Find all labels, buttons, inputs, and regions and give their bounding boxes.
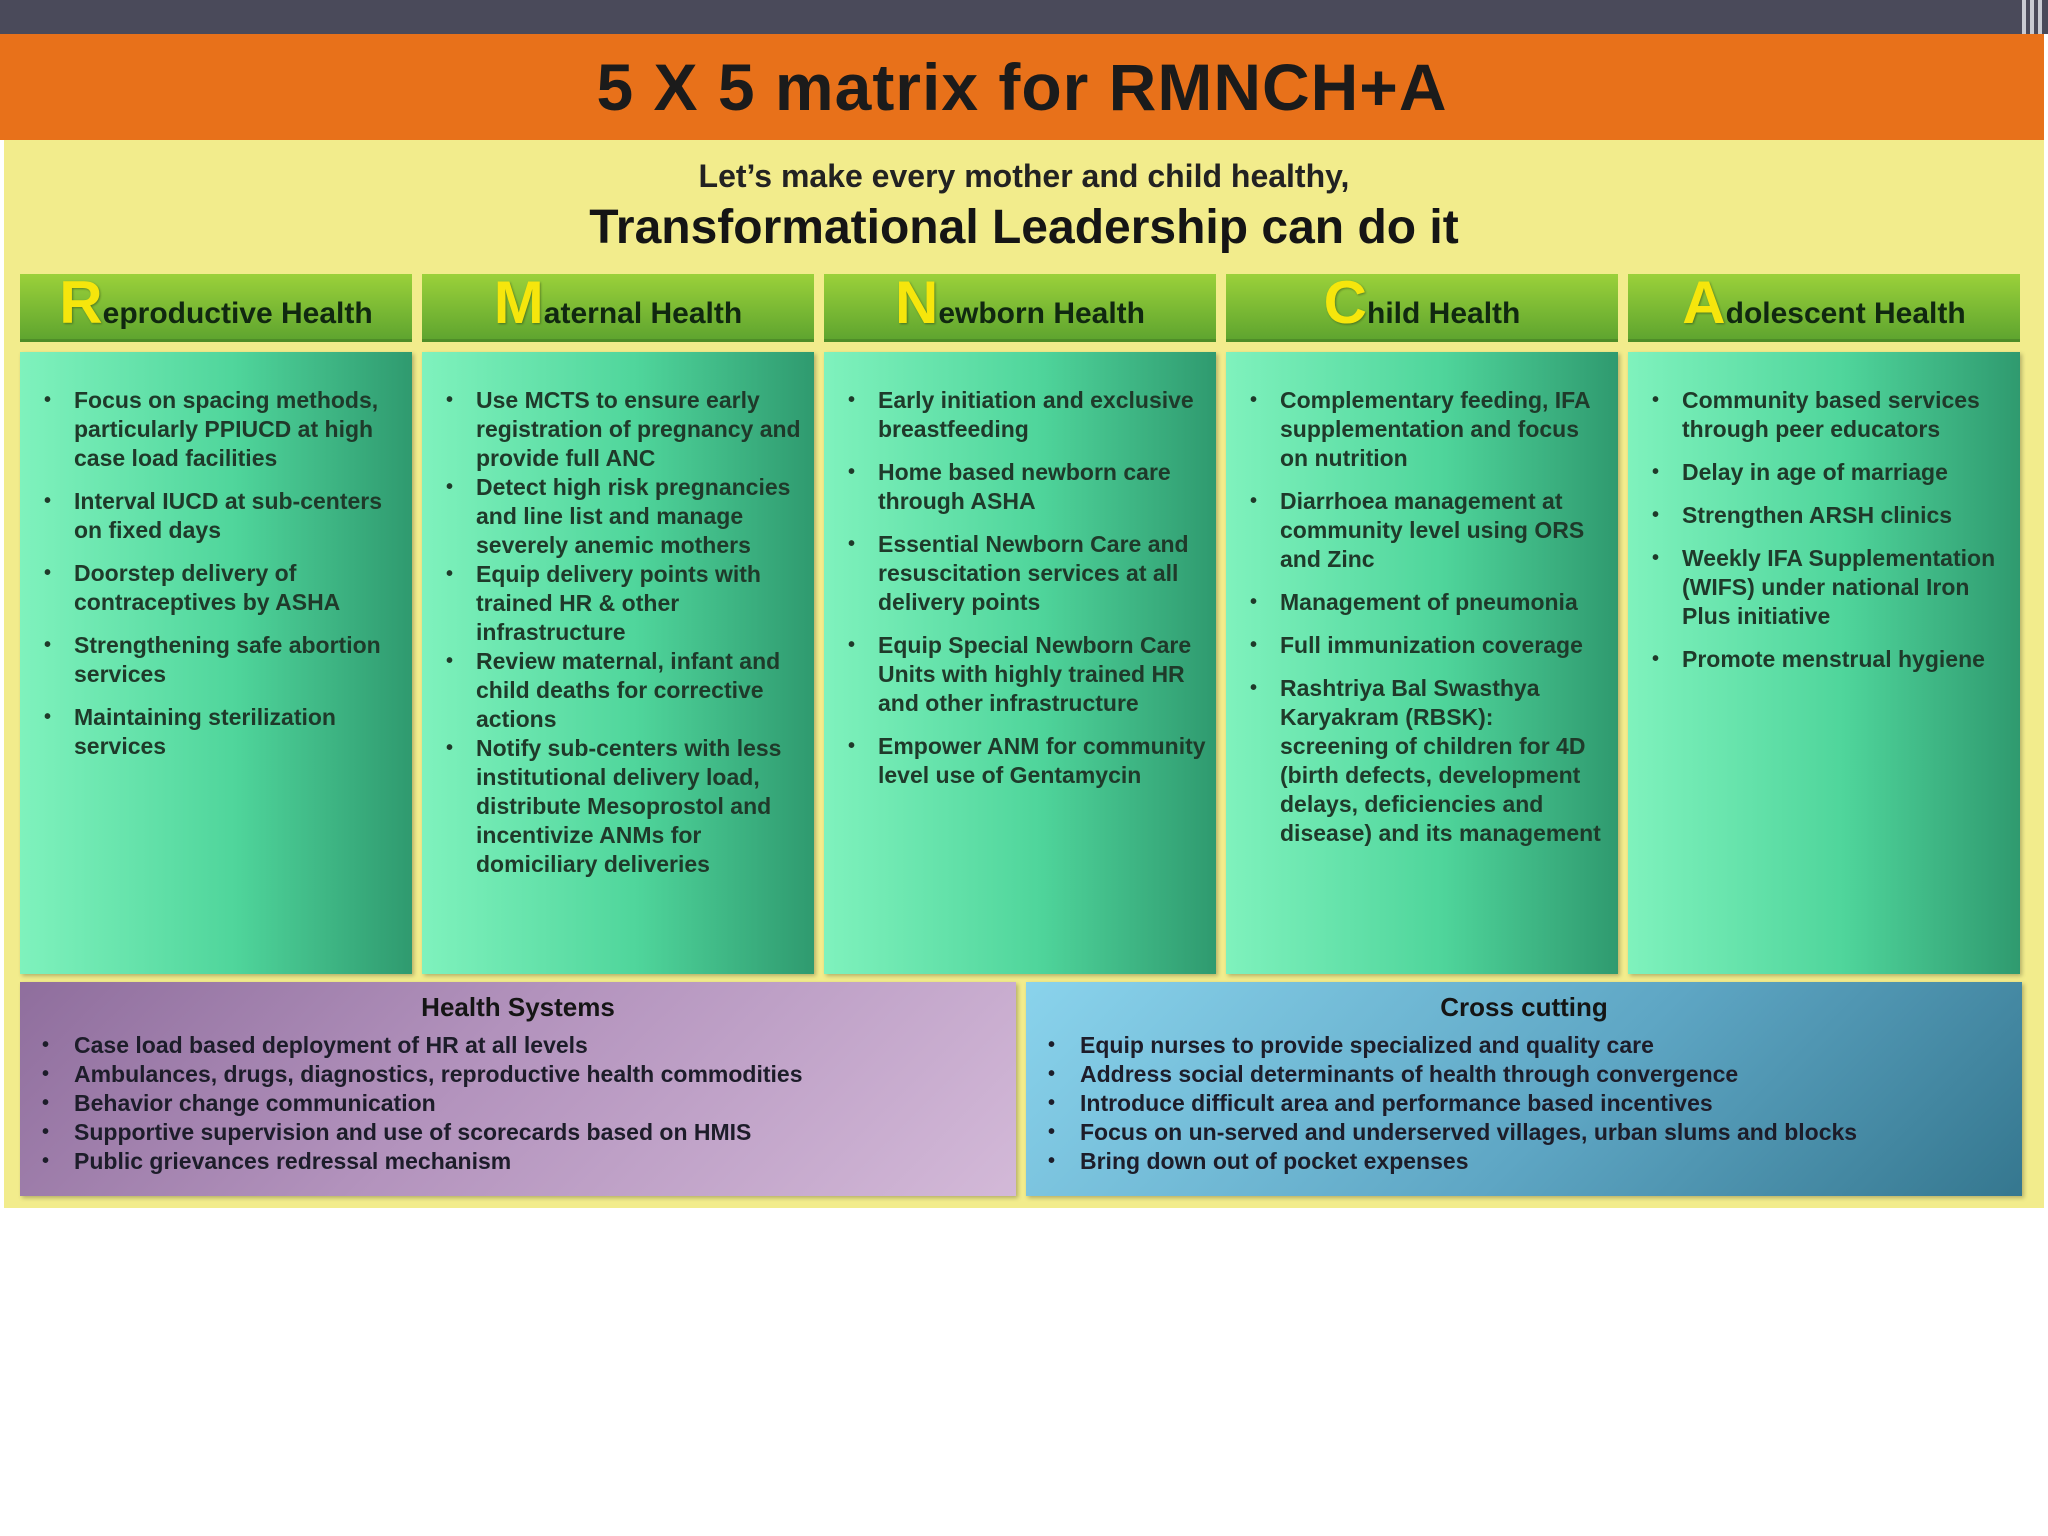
column-body <box>1628 352 2020 974</box>
list-item: • Community based services through peer educators <box>1642 386 2010 444</box>
list-item: • Supportive supervision and use of scorecards based on HMIS <box>38 1118 998 1147</box>
list-item: • Case load based deployment of HR at all levels <box>38 1031 998 1060</box>
list-item: • Full immunization coverage <box>1240 631 1608 660</box>
column-newborn-health <box>824 269 1216 974</box>
list-item: • Doorstep delivery of contraceptives by ASHA <box>34 559 402 617</box>
list-item: • Strengthening safe abortion services <box>34 631 402 689</box>
column-title: hild Health <box>1367 297 1521 330</box>
list-item: • Introduce difficult area and performance based incentives <box>1044 1089 2004 1118</box>
column-title: ewborn Health <box>938 297 1146 330</box>
cross-cutting-heading: Cross cutting <box>1440 992 1608 1022</box>
list-item: • Public grievances redressal mechanism <box>38 1147 998 1176</box>
column-body <box>20 352 412 974</box>
column-initial: M <box>493 269 544 336</box>
column-header <box>20 269 412 342</box>
column-body <box>422 352 814 974</box>
health-systems-box <box>20 982 1016 1196</box>
column-initial: R <box>59 269 103 336</box>
matrix-panel <box>4 140 2044 1208</box>
list-item: • Promote menstrual hygiene <box>1642 645 2010 674</box>
list-item: • Early initiation and exclusive breastfeeding <box>838 386 1206 444</box>
list-item: • Behavior change communication <box>38 1089 998 1118</box>
list-item: • Maintaining sterilization services <box>34 703 402 761</box>
column-header <box>422 269 814 342</box>
list-item: • Home based newborn care through ASHA <box>838 458 1206 516</box>
cross-cutting-box <box>1026 982 2022 1196</box>
list-item: • Detect high risk pregnancies and line list and manage severely anemic mothers <box>436 473 804 560</box>
list-item: • Notify sub-centers with less institutional delivery load, distribute Mesoprostol and incentivize ANMs for domiciliary deliveries <box>436 734 804 879</box>
column-initial: N <box>894 269 939 336</box>
list-item: • Management of pneumonia <box>1240 588 1608 617</box>
list-item: • Interval IUCD at sub-centers on fixed days <box>34 487 402 545</box>
list-item: • Essential Newborn Care and resuscitation services at all delivery points <box>838 530 1206 617</box>
column-initial: A <box>1682 269 1726 336</box>
list-item: • Rashtriya Bal Swasthya Karyakram (RBSK): screening of children for 4D (birth defects, development delays, deficiencies and disease) and its management <box>1240 674 1608 848</box>
title-bar <box>0 34 2044 140</box>
list-item: • Equip nurses to provide specialized and quality care <box>1044 1031 2004 1060</box>
column-initial: C <box>1323 269 1367 336</box>
column-title: aternal Health <box>543 297 743 330</box>
health-systems-heading: Health Systems <box>421 992 615 1022</box>
list-item: • Ambulances, drugs, diagnostics, reproductive health commodities <box>38 1060 998 1089</box>
list-item: • Address social determinants of health through convergence <box>1044 1060 2004 1089</box>
list-item: • Equip delivery points with trained HR & other infrastructure <box>436 560 804 647</box>
list-item: • Focus on spacing methods, particularly PPIUCD at high case load facilities <box>34 386 402 473</box>
top-bar <box>0 0 2048 34</box>
slide-title: 5 X 5 matrix for RMNCH+A <box>596 50 1448 124</box>
lead-statement: Transformational Leadership can do it <box>589 201 1459 254</box>
list-item: • Empower ANM for community level use of Gentamycin <box>838 732 1206 790</box>
list-item: • Review maternal, infant and child deaths for corrective actions <box>436 647 804 734</box>
column-title: dolescent Health <box>1725 297 1966 330</box>
column-maternal-health <box>422 269 814 974</box>
list-item: • Complementary feeding, IFA supplementation and focus on nutrition <box>1240 386 1608 473</box>
column-adolescent-health <box>1628 269 2020 974</box>
column-body <box>1226 352 1618 974</box>
list-item: • Focus on un-served and underserved villages, urban slums and blocks <box>1044 1118 2004 1147</box>
list-item: • Strengthen ARSH clinics <box>1642 501 2010 530</box>
list-item: • Weekly IFA Supplementation (WIFS) under national Iron Plus initiative <box>1642 544 2010 631</box>
column-title: eproductive Health <box>102 297 373 330</box>
list-item: • Use MCTS to ensure early registration of pregnancy and provide full ANC <box>436 386 804 473</box>
list-item: • Delay in age of marriage <box>1642 458 2010 487</box>
column-body <box>824 352 1216 974</box>
column-header <box>824 269 1216 342</box>
list-item: • Bring down out of pocket expenses <box>1044 1147 2004 1176</box>
column-header <box>1628 269 2020 342</box>
column-header <box>1226 269 1618 342</box>
list-item: • Diarrhoea management at community level using ORS and Zinc <box>1240 487 1608 574</box>
column-reproductive-health <box>20 269 412 974</box>
column-child-health <box>1226 269 1618 974</box>
tagline: Let’s make every mother and child healthy, <box>698 158 1350 194</box>
list-item: • Equip Special Newborn Care Units with highly trained HR and other infrastructure <box>838 631 1206 718</box>
slide-corner-decoration <box>1988 0 2048 34</box>
